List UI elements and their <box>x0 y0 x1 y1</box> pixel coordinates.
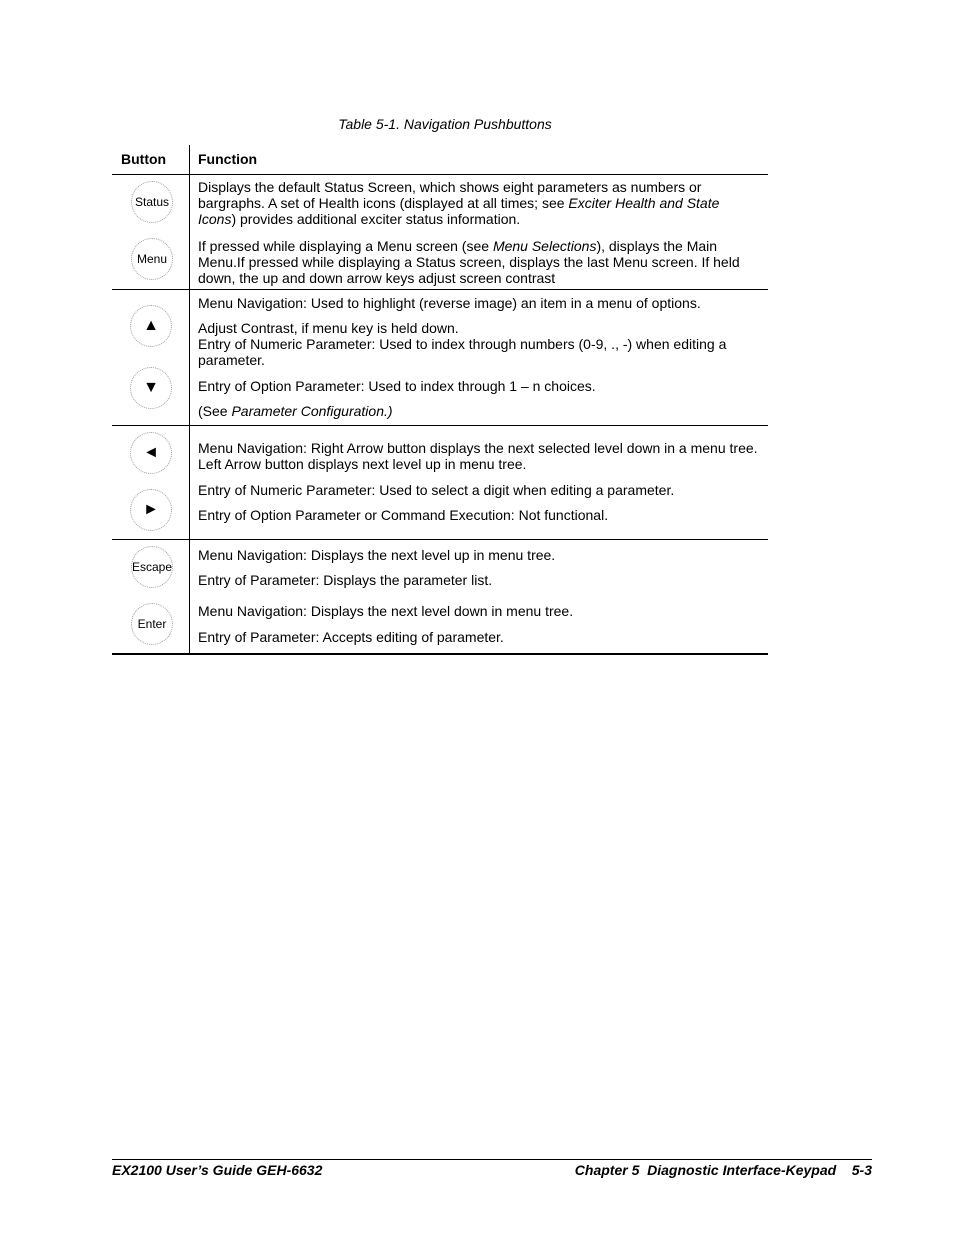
escape-entry-parameter: Entry of Parameter: Displays the parameter list. <box>198 572 493 588</box>
escape-menu-navigation: Menu Navigation: Displays the next level up in menu tree. <box>198 547 556 563</box>
right-arrow-button[interactable]: ► <box>130 489 172 531</box>
updown-option-parameter: Entry of Option Parameter: Used to index through 1 – n choices. <box>198 378 596 394</box>
updown-numeric-parameter: Entry of Numeric Parameter: Used to index through numbers (0-9, ., -) when editing a parameter. <box>198 336 727 368</box>
column-divider <box>189 145 190 654</box>
menu-description: If pressed while displaying a Menu screen (see Menu Selections), displays the Main Menu.If pressed while displaying a Status screen, displays the last Menu screen. If held down, the up and down arrow keys adjust screen contrast <box>198 238 740 286</box>
table-caption: Table 5-1. Navigation Pushbuttons <box>338 116 552 132</box>
updown-see-reference: (See Parameter Configuration.) <box>198 403 393 419</box>
row-divider <box>112 425 768 426</box>
leftright-menu-navigation: Menu Navigation: Right Arrow button displays the next selected level down in a menu tree. Left Arrow button displays next level up in menu tree. <box>198 440 758 472</box>
leftright-option-parameter: Entry of Option Parameter or Command Execution: Not functional. <box>198 507 609 523</box>
status-description: Displays the default Status Screen, which shows eight parameters as numbers or bargraphs. A set of Health icons (displayed at all times; see Exciter Health and State Icons) provides additional exciter status information. <box>198 179 720 227</box>
leftright-numeric-parameter: Entry of Numeric Parameter: Used to select a digit when editing a parameter. <box>198 482 675 498</box>
footer-rule <box>112 1159 872 1160</box>
down-arrow-button[interactable]: ▼ <box>130 367 172 409</box>
escape-button[interactable]: Escape <box>131 546 173 588</box>
up-arrow-button[interactable]: ▲ <box>130 305 172 347</box>
header-button: Button <box>121 151 167 167</box>
menu-button[interactable]: Menu <box>131 238 173 280</box>
enter-menu-navigation: Menu Navigation: Displays the next level down in menu tree. <box>198 603 574 619</box>
left-arrow-button[interactable]: ◄ <box>130 432 172 474</box>
enter-button[interactable]: Enter <box>131 603 173 645</box>
updown-adjust-contrast: Adjust Contrast, if menu key is held down. <box>198 320 459 336</box>
footer-chapter-page: Chapter 5 Diagnostic Interface-Keypad 5-3 <box>574 1162 872 1178</box>
status-button[interactable]: Status <box>131 181 173 223</box>
footer-document-title: EX2100 User’s Guide GEH-6632 <box>112 1162 323 1178</box>
row-divider <box>112 289 768 290</box>
row-divider <box>112 539 768 540</box>
header-rule <box>112 174 768 175</box>
table-bottom-rule <box>112 653 768 655</box>
enter-entry-parameter: Entry of Parameter: Accepts editing of parameter. <box>198 629 504 645</box>
updown-menu-navigation: Menu Navigation: Used to highlight (reverse image) an item in a menu of options. <box>198 295 701 311</box>
header-function: Function <box>198 151 258 167</box>
